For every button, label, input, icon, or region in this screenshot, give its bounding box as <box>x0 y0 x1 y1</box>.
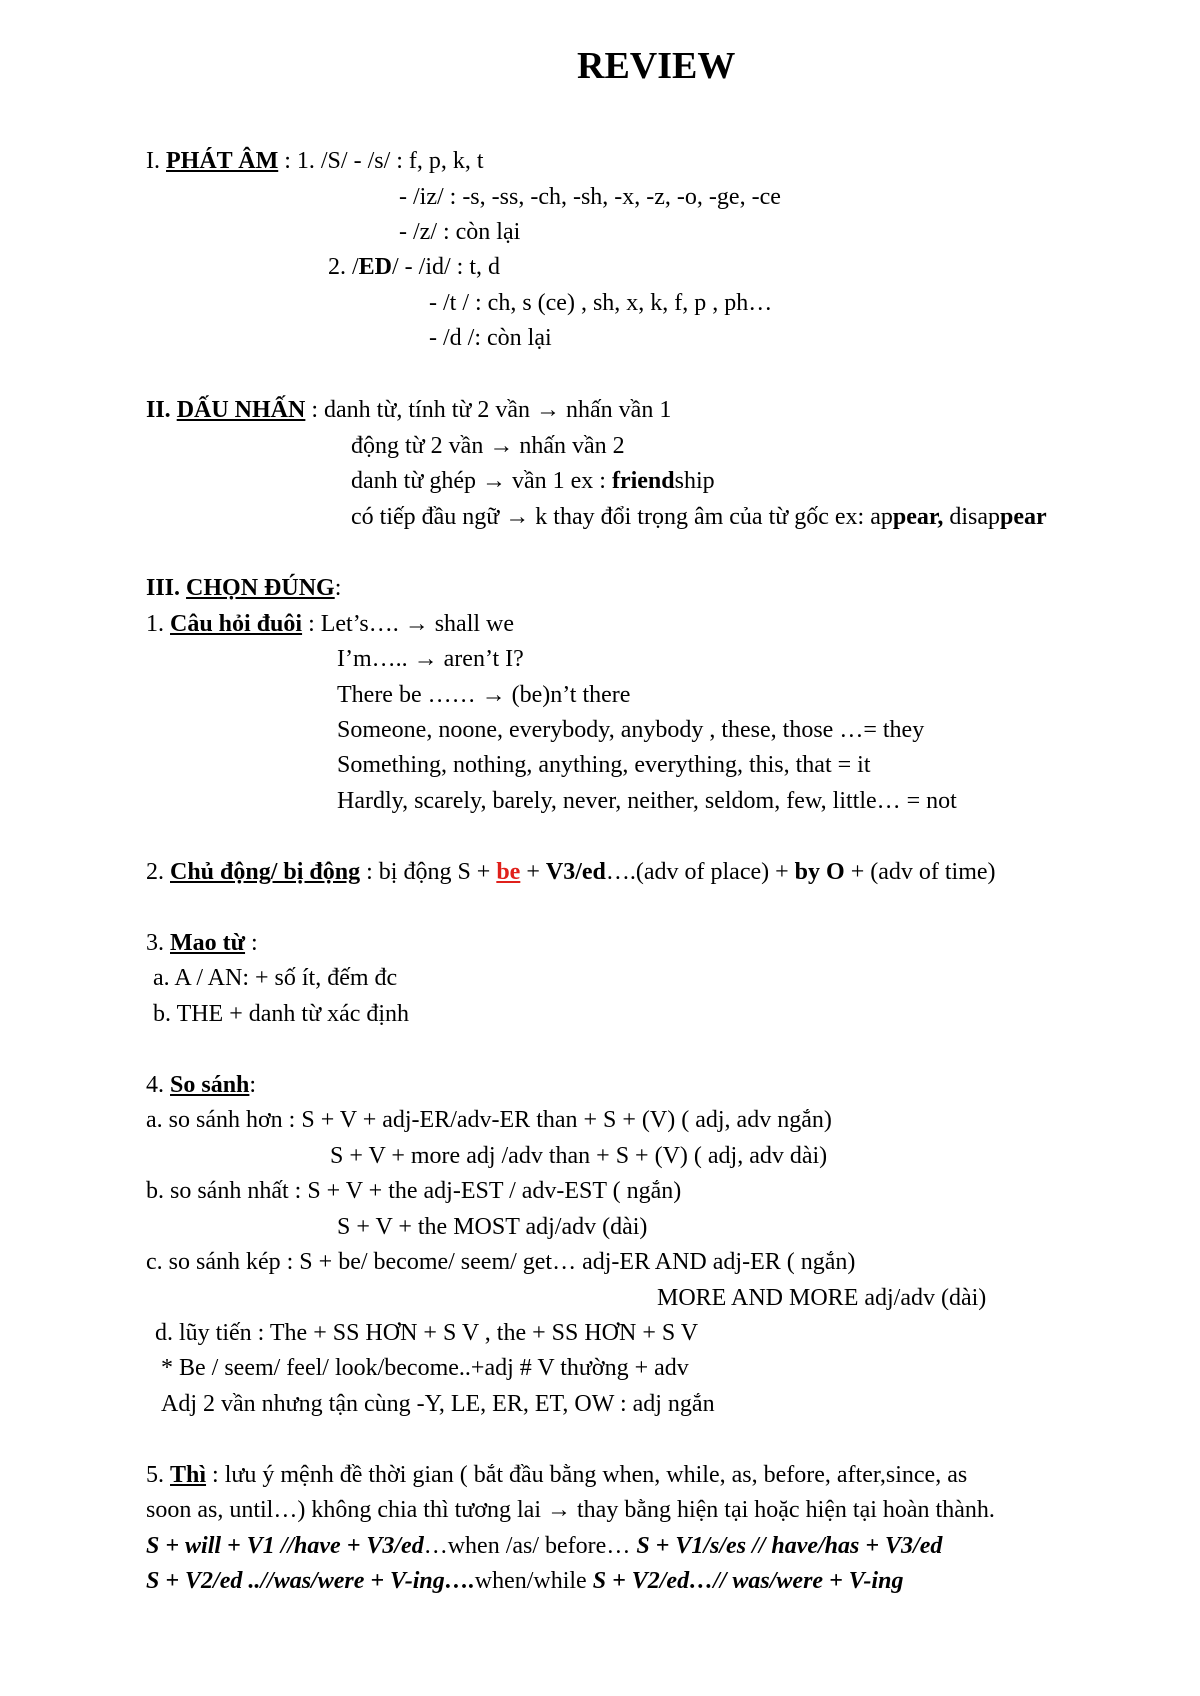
item-1-line-1 <box>146 609 514 639</box>
item-5-line-4 <box>146 1566 903 1596</box>
item-4-line-c1: c. so sánh kép : S + be/ become/ seem/ get… adj-ER AND adj-ER ( ngắn) <box>146 1249 856 1275</box>
section-1-line-6: - /d /: còn lại <box>429 325 552 351</box>
item-4-line-e: * Be / seem/ feel/ look/become..+adj # V thường + adv <box>161 1355 689 1381</box>
item-1-line-6: Hardly, scarely, barely, never, neither, seldom, few, little… = not <box>337 788 957 814</box>
item-2-be: be <box>496 859 521 885</box>
item-5-line-4-mid: when/while <box>474 1568 593 1594</box>
section-2-line-4-mid: disap <box>943 504 1000 530</box>
item-4-heading-line <box>146 1070 256 1100</box>
item-1-line-4: Someone, noone, everybody, anybody , these, those …= they <box>337 717 925 743</box>
item-2-text-d: + (adv of time) <box>844 859 996 885</box>
item-5-line-1-text: : lưu ý mệnh đề thời gian ( bắt đầu bằng when, while, as, before, after,since, as <box>206 1462 968 1488</box>
section-1-line-3: - /z/ : còn lại <box>399 219 521 245</box>
item-4-heading: So sánh <box>170 1072 250 1098</box>
item-5-line-4-formula-2: S + V2/ed…// was/were + V-ing <box>592 1568 904 1594</box>
page-title: REVIEW <box>577 45 736 87</box>
section-3-colon: : <box>334 575 342 601</box>
section-2-line-4 <box>351 502 1047 532</box>
section-1-line-2: - /iz/ : -s, -ss, -ch, -sh, -x, -z, -o, -ge, -ce <box>399 184 781 210</box>
item-2-text-a: : bị động S + <box>360 859 497 885</box>
item-4-line-a1: a. so sánh hơn : S + V + adj-ER/adv-ER than + S + (V) ( adj, adv ngắn) <box>146 1107 832 1133</box>
section-2-line-3-bold: friend <box>611 468 675 494</box>
section-3-label: III. <box>146 575 181 601</box>
item-3-colon: : <box>245 930 258 956</box>
item-1-number: 1. <box>146 611 164 637</box>
item-1-line-5: Something, nothing, anything, everything, this, that = it <box>337 752 871 778</box>
item-3-line-b: b. THE + danh từ xác định <box>153 1001 410 1027</box>
item-4-line-b1: b. so sánh nhất : S + V + the adj-EST / adv-EST ( ngắn) <box>146 1178 682 1204</box>
item-5-heading: Thì <box>170 1462 207 1488</box>
item-2-text-b: + <box>520 859 546 885</box>
item-5-line-4-formula-1: S + V2/ed ..//was/were + V-ing…. <box>146 1568 475 1594</box>
section-3-heading: CHỌN ĐÚNG <box>186 575 335 601</box>
item-2-number: 2. <box>146 859 164 885</box>
item-4-line-d: d. lũy tiến : The + SS HƠN + S V , the + SS HƠN + S V <box>155 1320 699 1346</box>
section-2-line-4-bold-2: pear <box>1000 504 1047 530</box>
item-2-text-c: ….(adv of place) + <box>605 859 795 885</box>
item-2-v3: V3/ed <box>545 859 606 885</box>
item-4-line-f: Adj 2 vần nhưng tận cùng -Y, LE, ER, ET, OW : adj ngắn <box>161 1391 715 1417</box>
item-4-line-a2: S + V + more adj /adv than + S + (V) ( adj, adv dài) <box>330 1143 828 1169</box>
item-1-line-3: There be …… → (be)n’t there <box>337 682 631 708</box>
item-3-heading: Mao từ <box>170 930 246 956</box>
section-1-heading: PHÁT ÂM <box>166 148 279 174</box>
item-4-colon: : <box>249 1072 257 1098</box>
item-1-heading: Câu hỏi đuôi <box>170 611 303 637</box>
item-5-line-1 <box>146 1460 967 1490</box>
section-1-line-4-pre: 2. / <box>328 254 359 280</box>
item-2-by: by O <box>794 859 845 885</box>
section-2-label: II. <box>146 397 171 423</box>
section-2-line-1-text: : danh từ, tính từ 2 vần → nhấn vần 1 <box>305 397 672 423</box>
item-5-number: 5. <box>146 1462 164 1488</box>
item-1-line-1-text: : Let’s…. → shall we <box>302 611 515 637</box>
item-1-line-2: I’m….. → aren’t I? <box>337 646 524 672</box>
item-5-line-3-mid: …when /as/ before… <box>423 1533 637 1559</box>
section-1-line-1-text: : 1. /S/ - /s/ : f, p, k, t <box>278 148 484 174</box>
item-4-line-b2: S + V + the MOST adj/adv (dài) <box>337 1214 648 1240</box>
item-3-heading-line <box>146 928 258 958</box>
section-1-line-4-post: / - /id/ : t, d <box>392 254 501 280</box>
section-3-heading-line <box>146 573 341 603</box>
item-5-line-2: soon as, until…) không chia thì tương lai → thay bằng hiện tại hoặc hiện tại hoàn thành. <box>146 1497 995 1523</box>
section-2-line-4-pre: có tiếp đầu ngữ → k thay đổi trọng âm của từ gốc ex: ap <box>351 504 893 530</box>
section-2-line-3 <box>351 466 715 496</box>
item-4-line-c2: MORE AND MORE adj/adv (dài) <box>657 1285 987 1311</box>
section-2-heading: DẤU NHẤN <box>176 397 306 423</box>
item-5-line-3-formula-2: S + V1/s/es // have/has + V3/ed <box>636 1533 943 1559</box>
item-2-heading: Chủ động/ bị động <box>170 859 361 885</box>
item-3-number: 3. <box>146 930 164 956</box>
section-2-line-4-bold-1: pear, <box>892 504 944 530</box>
item-5-line-3 <box>146 1531 942 1561</box>
section-2-line-3-post: ship <box>674 468 715 494</box>
section-1-line-1 <box>146 146 484 176</box>
item-4-number: 4. <box>146 1072 164 1098</box>
section-1-line-4 <box>328 252 500 282</box>
item-2-line <box>146 857 996 887</box>
section-2-line-3-pre: danh từ ghép → vần 1 ex : <box>351 468 612 494</box>
section-2-line-2: động từ 2 vần → nhấn vần 2 <box>351 433 625 459</box>
item-3-line-a: a. A / AN: + số ít, đếm đc <box>153 965 398 991</box>
section-1-line-5: - /t / : ch, s (ce) , sh, x, k, f, p , ph… <box>429 290 773 316</box>
section-1-label: I. <box>146 148 160 174</box>
section-2-line-1 <box>146 395 671 425</box>
section-1-line-4-bold: ED <box>358 254 393 280</box>
item-5-line-3-formula-1: S + will + V1 //have + V3/ed <box>146 1533 424 1559</box>
